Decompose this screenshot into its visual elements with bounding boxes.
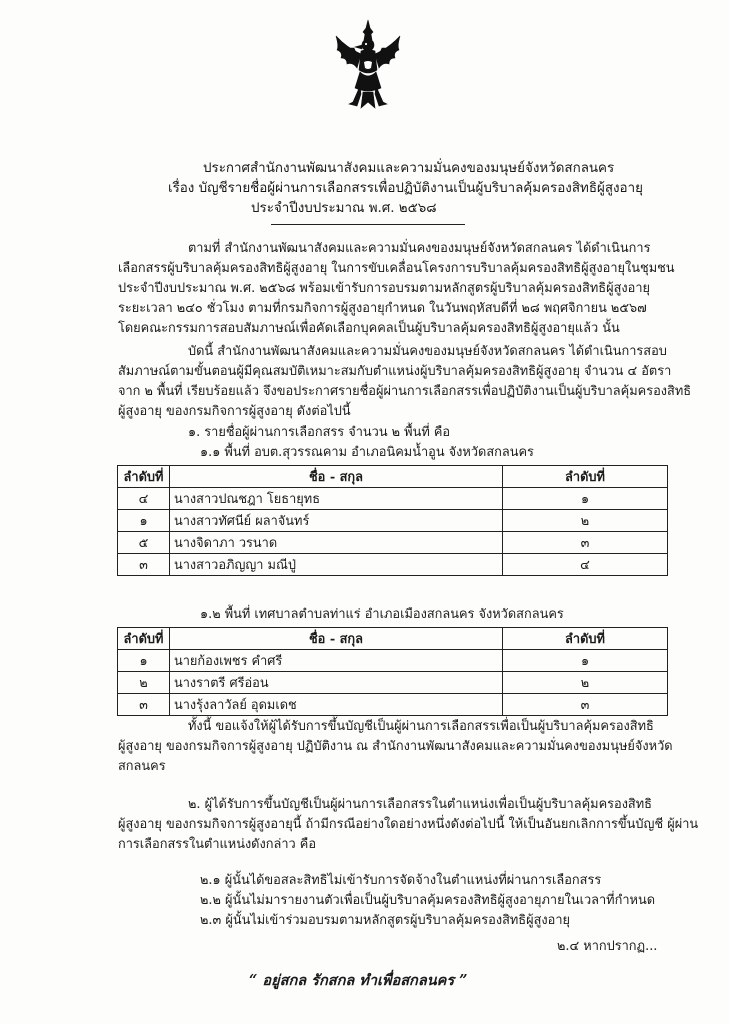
area-heading: ๑.๒ พื้นที่ เทศบาลตำบลท่าแร่ อำเภอเมืองสกลนคร จังหวัดสกลนคร: [200, 607, 564, 622]
paragraph-line: ผู้สูงอายุ ของกรมกิจการผู้สูงอายุ ปฏิบัติงาน ณ สำนักงานพัฒนาสังคมและความมั่นคงของมนุษย์จังหวัด: [118, 739, 673, 754]
paragraph-line: ผู้สูงอายุ ของกรมกิจการผู้สูงอายุนี้ ถ้ามีกรณีอย่างใดอย่างหนึ่งดังต่อไปนี้ ให้เป็นอันยกเลิกการขึ้นบัญชี ผู้ผ่าน: [118, 817, 699, 832]
section-heading: ๑. รายชื่อผู้ผ่านการเลือกสรร จำนวน ๒ พื้นที่ คือ: [188, 425, 451, 440]
condition-item: ๒.๒ ผู้นั้นไม่มารายงานตัวเพื่อเป็นผู้บริบาลคุ้มครองสิทธิผู้สูงอายุภายในเวลาที่กำหนด: [200, 893, 656, 908]
table-row: [118, 672, 668, 694]
paragraph-line: ระยะเวลา ๒๔๐ ชั่วโมง ตามที่กรมกิจการผู้สูงอายุกำหนด ในวันพฤหัสบดีที่ ๒๘ พฤศจิกายน ๒๕๖๗: [118, 301, 647, 316]
announcement-fiscal-year: ประจำปีงบประมาณ พ.ศ. ๒๕๖๘: [251, 201, 437, 216]
table-row: [118, 694, 668, 716]
candidate-name: นางสาวปณชฎา โยธายุทธ: [170, 488, 503, 510]
table-row: [118, 650, 668, 672]
candidate-rank: ๒: [503, 510, 668, 532]
column-header: ชื่อ - สกุล: [170, 628, 503, 650]
garuda-emblem: [333, 18, 403, 110]
paragraph-line: ผู้สูงอายุ ของกรมกิจการผู้สูงอายุ ดังต่อไปนี้: [118, 404, 351, 419]
condition-item: ๒.๑ ผู้นั้นได้ขอสละสิทธิไม่เข้ารับการจัดจ้างในตำแหน่งที่ผ่านการเลือกสรร: [200, 873, 602, 888]
candidate-name: นางราตรี ศรีอ่อน: [170, 672, 503, 694]
condition-item: ๒.๓ ผู้นั้นไม่เข้าร่วมอบรมตามหลักสูตรผู้บริบาลคุ้มครองสิทธิผู้สูงอายุ: [200, 913, 571, 928]
paragraph-line: การเลือกสรรในตำแหน่งดังกล่าว คือ: [118, 837, 317, 852]
column-header: ลำดับที่: [118, 628, 170, 650]
candidate-rank: ๑: [503, 488, 668, 510]
table-header-row: [118, 466, 668, 488]
candidate-rank: ๑: [503, 650, 668, 672]
column-header: ลำดับที่: [503, 628, 668, 650]
paragraph-line: ทั้งนี้ ขอแจ้งให้ผู้ได้รับการขึ้นบัญชีเป็นผู้ผ่านการเลือกสรรเพื่อเป็นผู้บริบาลคุ้มครองสิทธิ: [188, 719, 654, 734]
paragraph-line: จาก ๒ พื้นที่ เรียบร้อยแล้ว จึงขอประกาศรายชื่อผู้ผ่านการเลือกสรรเพื่อปฏิบัติงานเป็นผู้บริบาลคุ้มครองสิทธิ: [118, 384, 692, 399]
candidate-name: นางรุ้งลาวัลย์ อุดมเดช: [170, 694, 503, 716]
candidate-name: นางสาวทัศนีย์ ผลาจันทร์: [170, 510, 503, 532]
area-heading: ๑.๑ พื้นที่ อบต.สุวรรณคาม อำเภอนิคมน้ำอูน จังหวัดสกลนคร: [200, 445, 534, 460]
paragraph-line: สัมภาษณ์ตามขั้นตอนผู้มีคุณสมบัติเหมาะสมกับตำแหน่งผู้บริบาลคุ้มครองสิทธิผู้สูงอายุ จำนวน ๔ อัตรา: [118, 364, 672, 379]
row-number: ๓: [118, 694, 170, 716]
row-number: ๔: [118, 488, 170, 510]
table-row: [118, 554, 668, 576]
header-divider: [271, 224, 465, 225]
candidate-rank: ๒: [503, 672, 668, 694]
column-header: ลำดับที่: [118, 466, 170, 488]
row-number: ๕: [118, 532, 170, 554]
paragraph-line: บัดนี้ สำนักงานพัฒนาสังคมและความมั่นคงของมนุษย์จังหวัดสกลนคร ได้ดำเนินการสอบ: [188, 344, 667, 359]
row-number: ๓: [118, 554, 170, 576]
paragraph-line: สกลนคร: [118, 759, 166, 774]
row-number: ๑: [118, 650, 170, 672]
candidate-rank: ๓: [503, 694, 668, 716]
paragraph-line: ประจำปีงบประมาณ พ.ศ. ๒๕๖๘ พร้อมเข้ารับการอบรมตามหลักสูตรผู้บริบาลคุ้มครองสิทธิผู้สูงอายุ: [118, 281, 651, 296]
candidates-table-area-1: [117, 465, 668, 576]
continuation-note: ๒.๔ หากปรากฏ...: [557, 939, 658, 954]
announcement-title: ประกาศสำนักงานพัฒนาสังคมและความมั่นคงของมนุษย์จังหวัดสกลนคร: [203, 161, 615, 176]
row-number: ๑: [118, 510, 170, 532]
candidate-name: นางจิดาภา วรนาด: [170, 532, 503, 554]
paragraph-line: ๒. ผู้ได้รับการขึ้นบัญชีเป็นผู้ผ่านการเลือกสรรในตำแหน่งเพื่อเป็นผู้บริบาลคุ้มครองสิทธิ: [188, 797, 652, 812]
candidate-name: นายก้องเพชร คำศรี: [170, 650, 503, 672]
paragraph-line: เลือกสรรผู้บริบาลคุ้มครองสิทธิผู้สูงอายุ ในการขับเคลื่อนโครงการบริบาลคุ้มครองสิทธิผู้สูงอายุในชุมชน: [118, 261, 675, 276]
paragraph-line: ตามที่ สำนักงานพัฒนาสังคมและความมั่นคงของมนุษย์จังหวัดสกลนคร ได้ดำเนินการ: [188, 241, 651, 256]
slogan: “ อยู่สกล รักสกล ทำเพื่อสกลนคร ”: [249, 972, 468, 989]
announcement-subject: เรื่อง บัญชีรายชื่อผู้ผ่านการเลือกสรรเพื่อปฏิบัติงานเป็นผู้บริบาลคุ้มครองสิทธิผู้สูงอายุ: [168, 181, 643, 196]
table-row: [118, 488, 668, 510]
table-row: [118, 532, 668, 554]
table-row: [118, 510, 668, 532]
column-header: ลำดับที่: [503, 466, 668, 488]
paragraph-line: โดยคณะกรรมการสอบสัมภาษณ์เพื่อคัดเลือกบุคคลเป็นผู้บริบาลคุ้มครองสิทธิผู้สูงอายุแล้ว นั้น: [118, 321, 620, 336]
table-header-row: [118, 628, 668, 650]
candidate-rank: ๔: [503, 554, 668, 576]
candidate-name: นางสาวอภิญญา มณีปู่: [170, 554, 503, 576]
column-header: ชื่อ - สกุล: [170, 466, 503, 488]
candidates-table-area-2: [117, 627, 668, 716]
row-number: ๒: [118, 672, 170, 694]
candidate-rank: ๓: [503, 532, 668, 554]
